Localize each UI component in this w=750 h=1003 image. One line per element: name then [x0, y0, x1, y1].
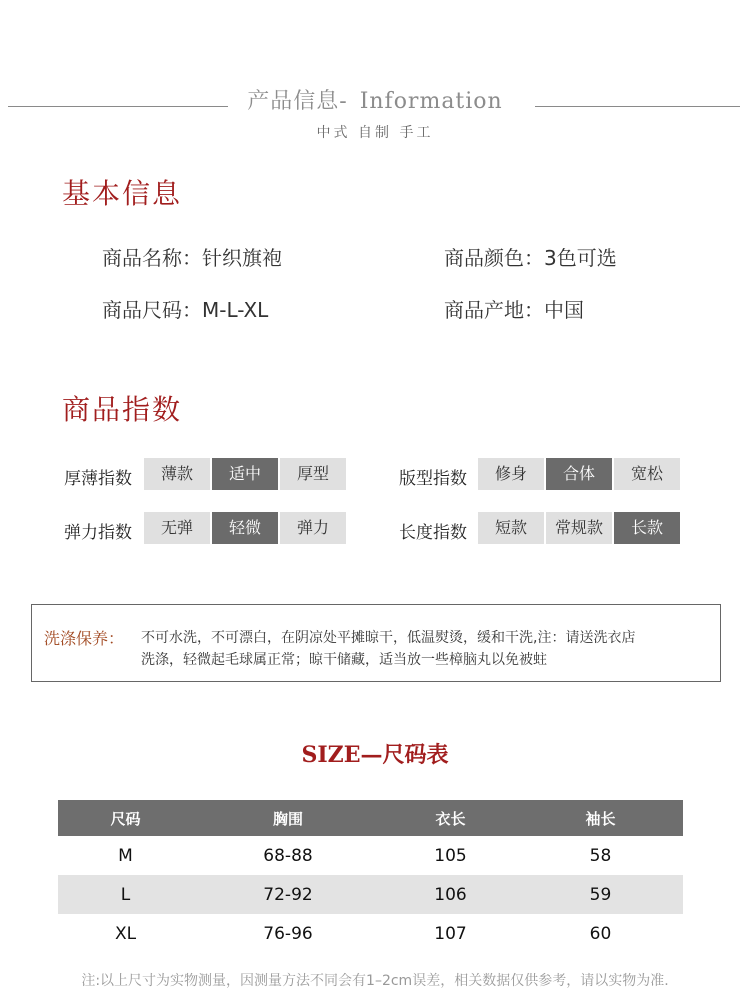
care-label: 洗涤保养：	[44, 629, 125, 648]
care-line: 不可水洗，不可漂白，在阴凉处平摊晾干，低温熨烫，缓和干洗,注：请送洗衣店	[141, 630, 636, 646]
product-size: 商品尺码：M-L-XL	[102, 298, 269, 322]
index-option[interactable]: 长款	[614, 512, 680, 544]
table-cell: 60	[589, 923, 612, 944]
index-option[interactable]: 合体	[546, 458, 612, 490]
index-option[interactable]: 宽松	[614, 458, 680, 490]
table-cell: 58	[589, 845, 612, 866]
header-subtitle: 中式 自制 手工	[316, 125, 434, 141]
product-color: 商品颜色：3色可选	[444, 246, 617, 270]
product-name: 商品名称：针织旗袍	[102, 246, 282, 270]
table-cell: 107	[434, 923, 467, 944]
table-header-cell: 尺码	[110, 809, 141, 828]
care-line: 洗涤，轻微起毛球属正常；晾干储藏，适当放一些樟脑丸以免被蛀	[141, 652, 547, 668]
table-cell: XL	[114, 923, 137, 944]
table-cell: 106	[434, 884, 467, 905]
fit-index	[478, 458, 682, 490]
index-option[interactable]: 薄款	[144, 458, 210, 490]
index-option[interactable]: 轻微	[212, 512, 278, 544]
table-header-cell: 袖长	[585, 809, 616, 828]
index-label: 弹力指数	[64, 523, 132, 543]
table-cell: 76-96	[263, 923, 313, 944]
elasticity-index	[144, 512, 348, 544]
size-chart-title: SIZE—尺码表	[301, 742, 449, 768]
table-cell: 72-92	[263, 884, 313, 905]
index-label: 版型指数	[399, 469, 467, 489]
length-index	[478, 512, 682, 544]
index-label: 厚薄指数	[64, 469, 132, 489]
table-header-cell: 衣长	[435, 809, 466, 828]
index-option[interactable]: 无弹	[144, 512, 210, 544]
thickness-index	[144, 458, 348, 490]
indices-title: 商品指数	[62, 393, 183, 426]
index-label: 长度指数	[399, 523, 467, 543]
index-option[interactable]: 短款	[478, 512, 544, 544]
table-cell: L	[120, 884, 131, 905]
care-instructions-box	[31, 604, 721, 682]
table-row	[58, 914, 683, 953]
table-header-row	[58, 800, 683, 836]
index-option[interactable]: 厚型	[280, 458, 346, 490]
header-title	[0, 84, 750, 115]
table-cell: 105	[434, 845, 467, 866]
table-cell: 59	[589, 884, 612, 905]
table-cell: 68-88	[263, 845, 313, 866]
measurement-note: 注:以上尺寸为实物测量，因测量方法不同会有1–2cm误差，相关数据仅供参考，请以实物为准.	[81, 973, 669, 989]
index-option[interactable]: 适中	[212, 458, 278, 490]
basic-info-title: 基本信息	[62, 177, 183, 210]
table-row	[58, 836, 683, 875]
size-table	[58, 800, 683, 953]
product-origin: 商品产地：中国	[444, 298, 584, 322]
index-option[interactable]: 修身	[478, 458, 544, 490]
index-option[interactable]: 弹力	[280, 512, 346, 544]
table-header-cell: 胸围	[272, 809, 303, 828]
care-text	[141, 627, 711, 671]
table-row	[58, 875, 683, 914]
index-option[interactable]: 常规款	[546, 512, 612, 544]
header-title-cn: 产品信息-	[247, 89, 348, 114]
header-title-en: Information	[359, 89, 503, 114]
table-cell: M	[118, 845, 133, 866]
